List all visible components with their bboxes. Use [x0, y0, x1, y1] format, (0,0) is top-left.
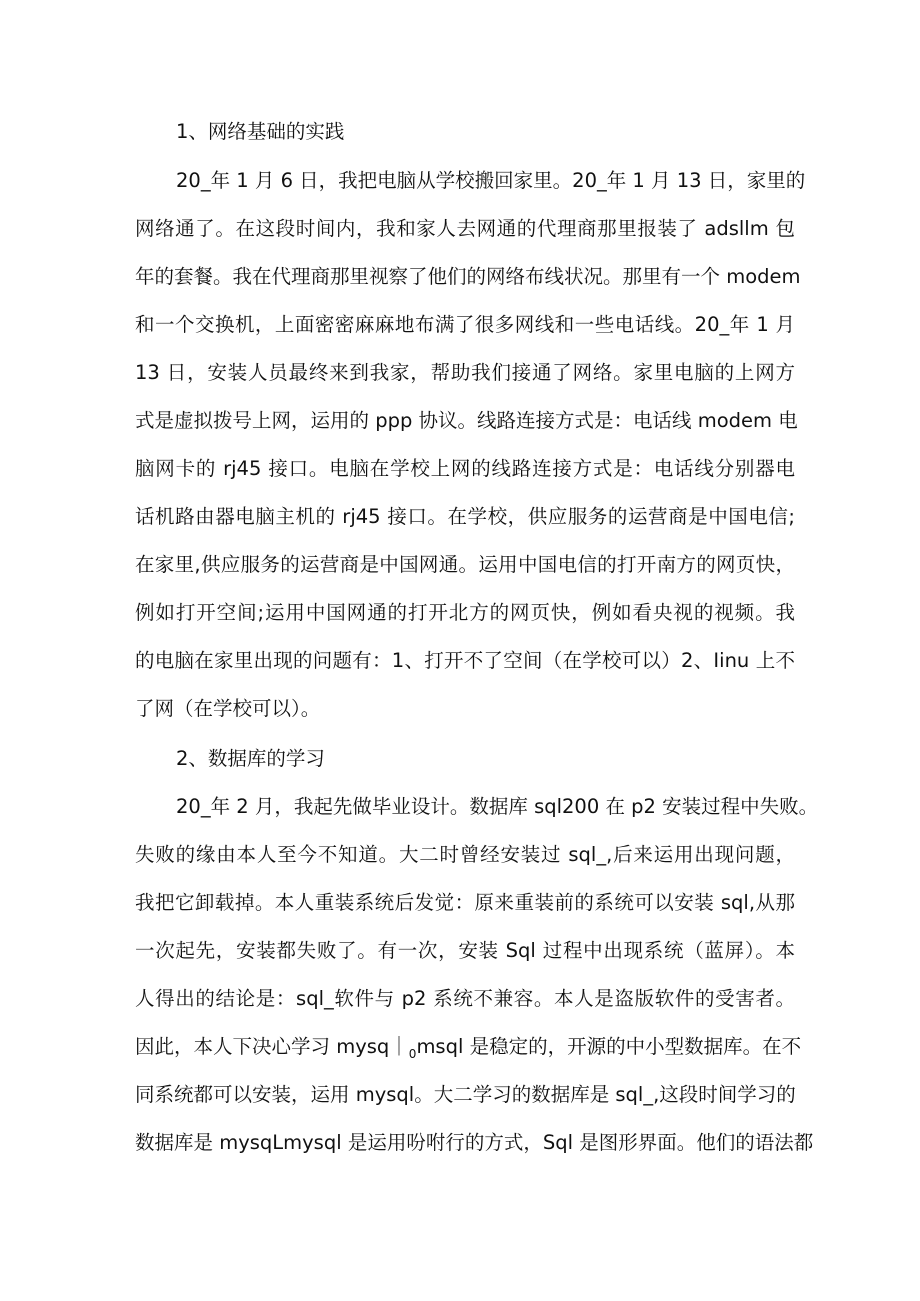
section-1-heading: 1、网络基础的实践 — [176, 120, 345, 143]
paragraph-line: 了网（在学校可以）。 — [135, 697, 321, 720]
paragraph-line: 数据库是 mysqLmysql 是运用吩咐行的方式，Sql 是图形界面。他们的语法都 — [135, 1131, 814, 1154]
line-part: msql 是稳定的，开源的中小型数据库。在不 — [416, 1035, 802, 1058]
paragraph-line: 在家里,供应服务的运营商是中国网通。运用中国电信的打开南方的网页快， — [135, 553, 795, 576]
line-part-bar — [389, 1029, 416, 1065]
paragraph-line: 例如打开空间;运用中国网通的打开北方的网页快，例如看央视的视频。我 — [135, 601, 795, 624]
paragraph-line: 20_年 2 月，我起先做毕业设计。数据库 sql200 在 p2 安装过程中失败。 — [176, 795, 819, 818]
paragraph-line: 失败的缘由本人至今不知道。大二时曾经安装过 sql_,后来运用出现问题， — [135, 843, 795, 866]
paragraph-line: 网络通了。在这段时间内，我和家人去网通的代理商那里报装了 adsllm 包 — [135, 217, 795, 240]
vertical-bar-glyph: ｜ — [389, 1035, 409, 1058]
paragraph-line: 一次起先，安装都失败了。有一次，安装 Sql 过程中出现系统（蓝屏）。本 — [135, 939, 795, 962]
paragraph-line: 的电脑在家里出现的问题有：1、打开不了空间（在学校可以）2、Iinu 上不 — [135, 649, 795, 672]
paragraph-line-mixed — [135, 1029, 802, 1065]
paragraph-line: 13 日，安装人员最终来到我家，帮助我们接通了网络。家里电脑的上网方 — [135, 361, 795, 384]
paragraph-line: 话机路由器电脑主机的 rj45 接口。在学校，供应服务的运营商是中国电信; — [135, 505, 795, 528]
paragraph-line: 20_年 1 月 6 日，我把电脑从学校搬回家里。20_年 1 月 13 日，家里的 — [176, 169, 806, 192]
paragraph-line: 脑网卡的 rj45 接口。电脑在学校上网的线路连接方式是：电话线分别器电 — [135, 457, 795, 480]
paragraph-line: 我把它卸载掉。本人重装系统后发觉：原来重装前的系统可以安装 sql,从那 — [135, 891, 795, 914]
paragraph-line: 和一个交换机，上面密密麻麻地布满了很多网线和一些电话线。20_年 1 月 — [135, 313, 795, 336]
paragraph-line: 同系统都可以安装，运用 mysql。大二学习的数据库是 sql_,这段时间学习的 — [135, 1083, 796, 1106]
line-part: 因此，本人下决心学习 mysq — [135, 1035, 390, 1058]
paragraph-line: 式是虚拟拨号上网，运用的 ppp 协议。线路连接方式是：电话线 modem 电 — [135, 409, 798, 432]
section-2-heading: 2、数据库的学习 — [176, 747, 325, 770]
paragraph-line: 人得出的结论是：sql_软件与 p2 系统不兼容。本人是盗版软件的受害者。 — [135, 987, 795, 1010]
subscript-zero: 0 — [408, 1046, 417, 1061]
paragraph-line: 年的套餐。我在代理商那里视察了他们的网络布线状况。那里有一个 modem — [135, 265, 801, 288]
